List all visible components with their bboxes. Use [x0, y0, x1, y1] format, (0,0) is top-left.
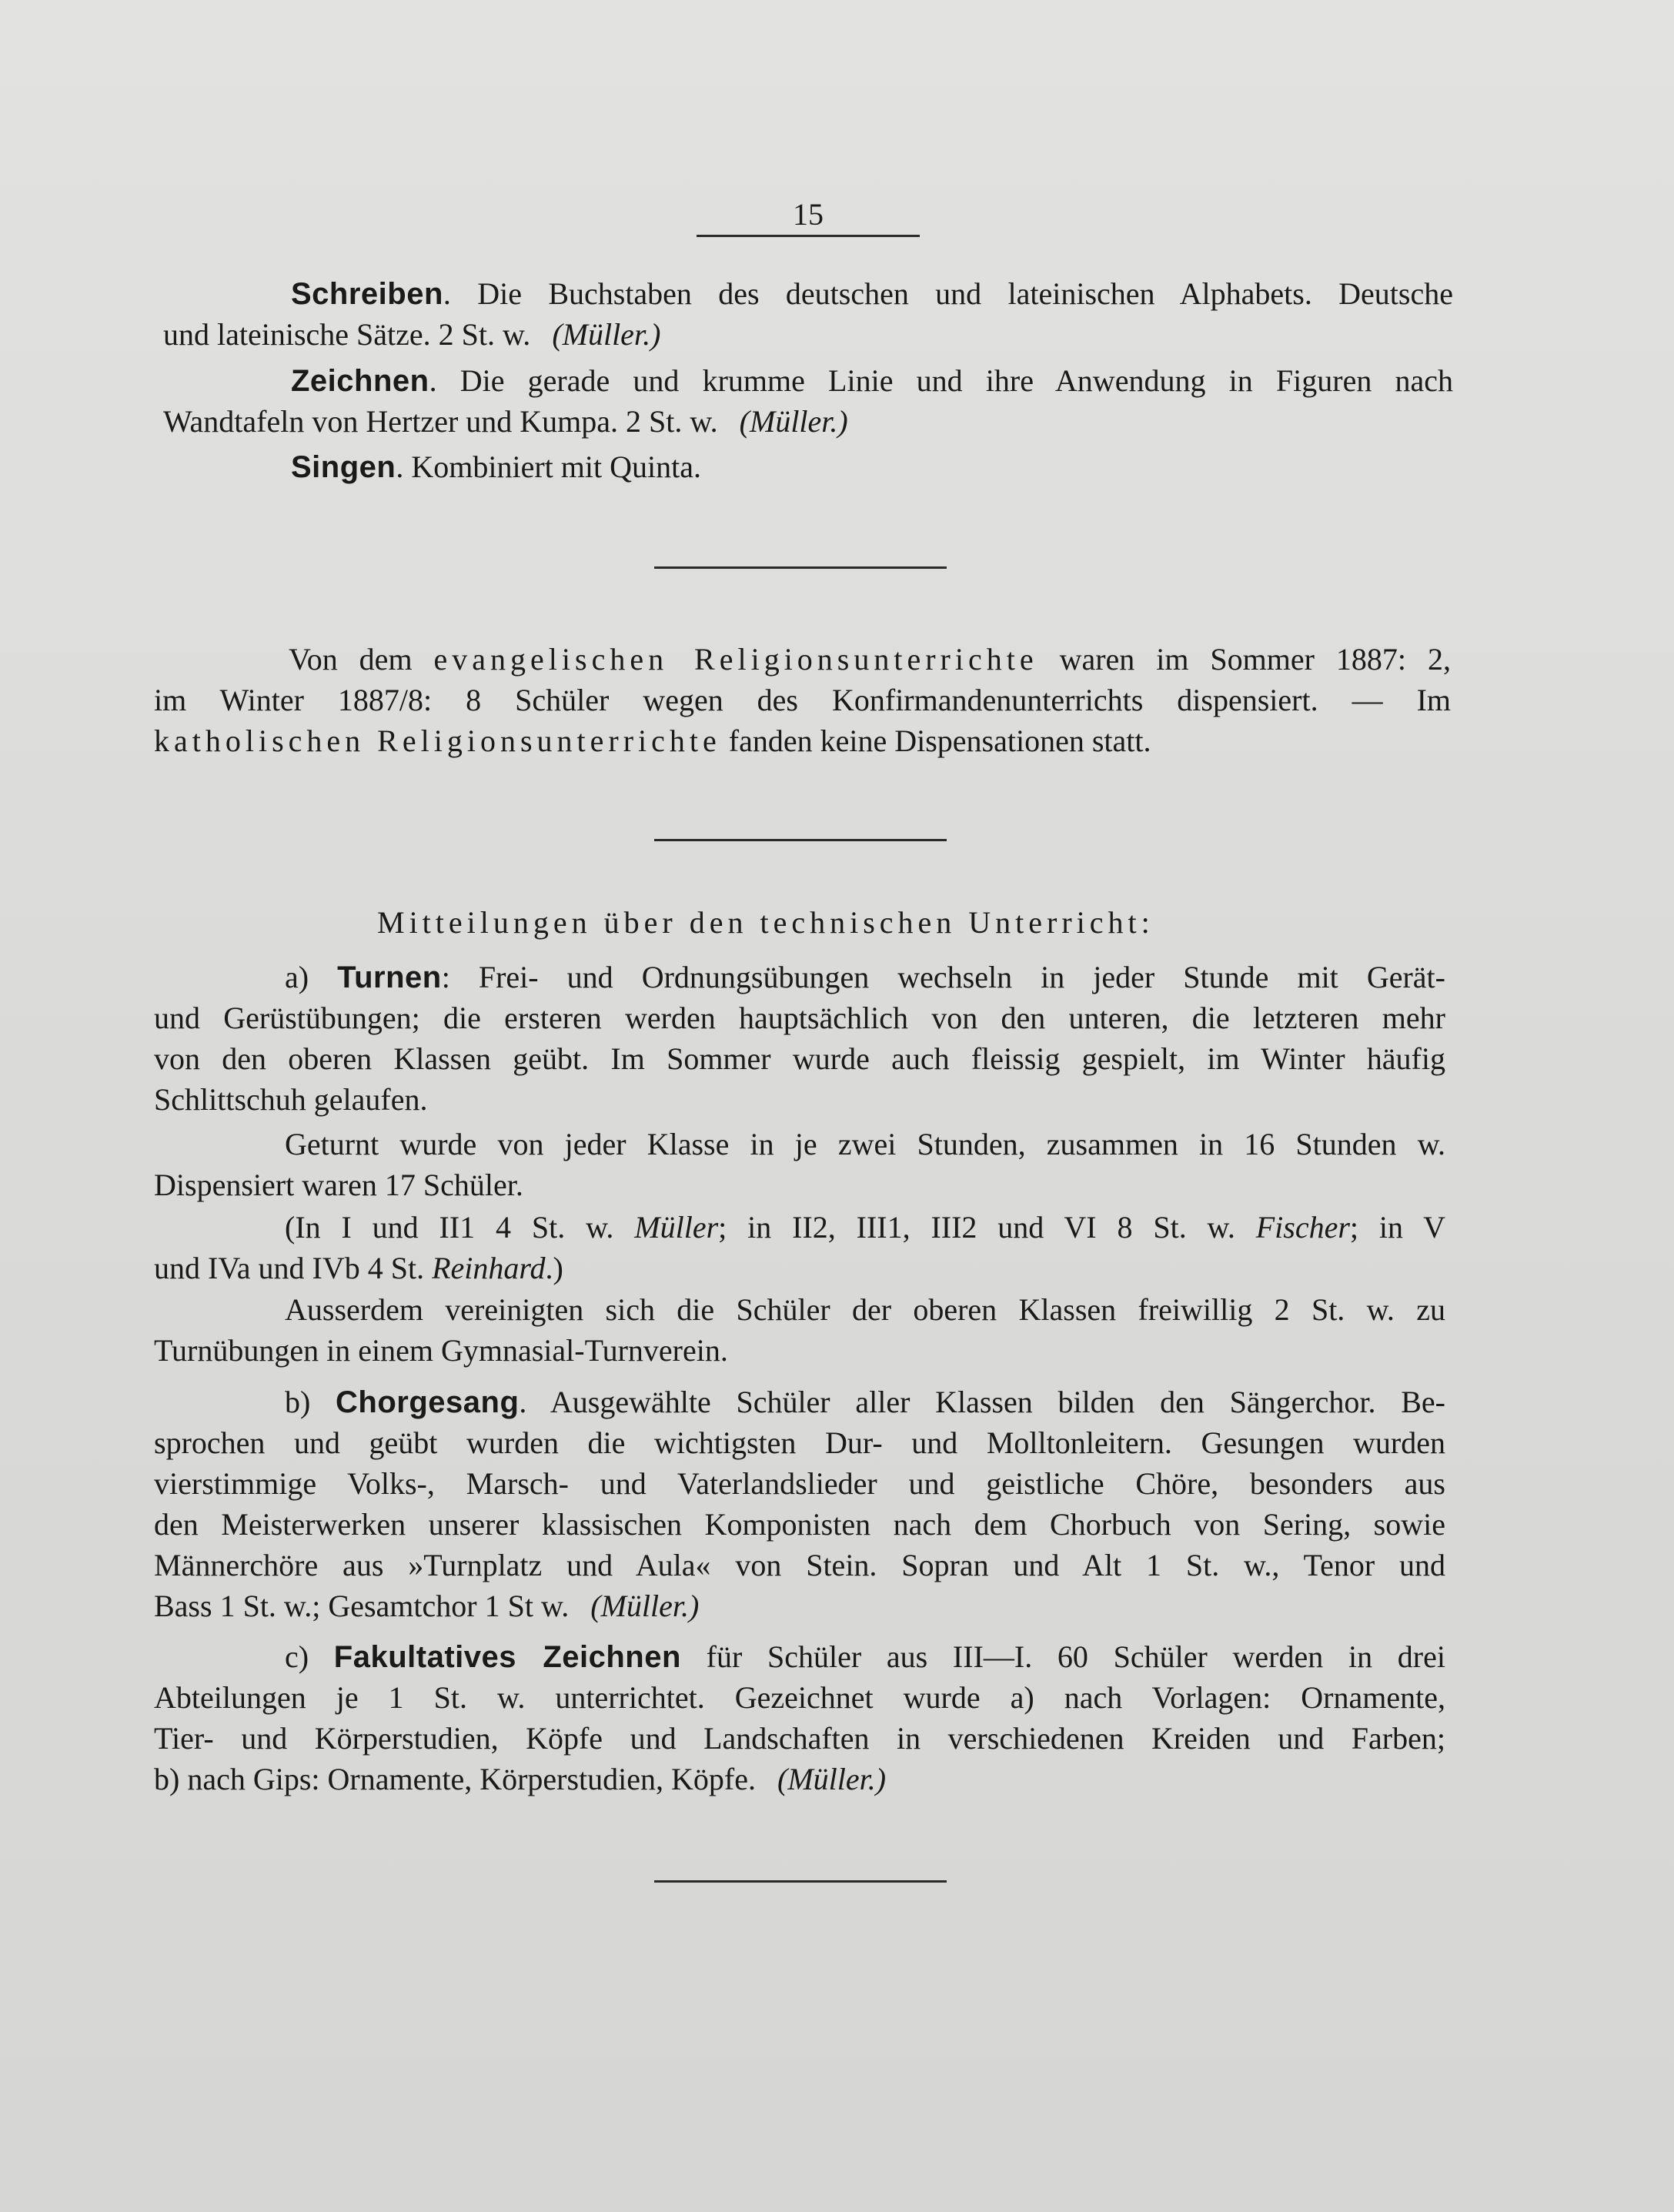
turnen-term: Turnen	[337, 961, 442, 994]
chor-term: Chorgesang	[336, 1385, 520, 1419]
page-number: 15	[793, 197, 824, 232]
singen-term: Singen	[291, 450, 396, 484]
fakult-line-4	[154, 1759, 886, 1799]
singen-text: . Kombiniert mit Quinta.	[396, 449, 701, 484]
turnen-text-4: Schlittschuh gelaufen.	[154, 1082, 428, 1117]
lehrer-text-1a: (In I und II1 4 St. w.	[285, 1210, 614, 1245]
fakult-term: Fakultatives Zeichnen	[333, 1640, 681, 1674]
chor-text-4: den Meisterwerken unserer klassischen Komponisten nach dem Chorbuch von Sering, sowie	[154, 1507, 1445, 1542]
section-rule-1	[654, 566, 947, 569]
fakult-text-3: Tier- und Körperstudien, Köpfe und Landschaften in verschiedenen Kreiden und Farben;	[154, 1721, 1445, 1756]
lehrer-line-1	[285, 1207, 1445, 1248]
section-rule-3	[654, 1880, 947, 1883]
dispens-pre: Von dem	[289, 642, 413, 677]
geturnt-text-2: Dispensiert waren 17 Schüler.	[154, 1168, 523, 1202]
dispens-text-3: fanden keine Dispensationen statt.	[728, 723, 1151, 758]
chor-teacher: (Müller.)	[590, 1589, 700, 1623]
section-heading: Mitteilungen über den technischen Unterricht:	[377, 905, 1154, 940]
fakult-line-2	[154, 1677, 1445, 1718]
turnen-line-1	[285, 957, 1445, 998]
chor-line-2	[154, 1422, 1445, 1463]
lehrer-text-2b: .)	[545, 1251, 563, 1285]
lehrer-teacher-fischer: Fischer	[1255, 1210, 1350, 1245]
lehrer-text-2a: und IVa und IVb 4 St.	[154, 1251, 425, 1285]
dispens-evangelisch: evangelischen Religionsunterrichte	[433, 642, 1038, 677]
schreiben-text-2: und lateinische Sätze. 2 St. w.	[163, 317, 531, 352]
dispens-line-2	[154, 680, 1451, 720]
zeichnen-text-2: Wandtafeln von Hertzer und Kumpa. 2 St. w.	[163, 404, 718, 439]
chor-text-2: sprochen und geübt wurden die wichtigsten Dur- und Molltonleitern. Gesungen wurden	[154, 1425, 1445, 1460]
turnen-line-3	[154, 1038, 1445, 1079]
turnen-text-1: : Frei- und Ordnungsübungen wechseln in jeder Stunde mit Gerät-	[441, 960, 1445, 994]
zeichnen-term: Zeichnen	[291, 364, 429, 398]
section-rule-2	[654, 839, 947, 841]
fakult-line-3	[154, 1718, 1445, 1759]
header-rule	[697, 235, 920, 237]
chor-line-4	[154, 1504, 1445, 1545]
ausserdem-text-2: Turnübungen in einem Gymnasial-Turnverein.	[154, 1333, 728, 1368]
zeichnen-text-1: . Die gerade und krumme Linie und ihre Anwendung in Figuren nach	[429, 363, 1453, 398]
dispens-text-2: im Winter 1887/8: 8 Schüler wegen des Konfirmandenunterrichts dispensiert. — Im	[154, 683, 1451, 717]
turnen-text-2: und Gerüstübungen; die ersteren werden hauptsächlich von den unteren, die letzteren mehr	[154, 1001, 1445, 1035]
schreiben-text-1: . Die Buchstaben des deutschen und lateinischen Alphabets. Deutsche	[443, 276, 1453, 311]
turnen-text-3: von den oberen Klassen geübt. Im Sommer wurde auch fleissig gespielt, im Winter häufig	[154, 1041, 1445, 1076]
chor-text-1: . Ausgewählte Schüler aller Klassen bilden den Sängerchor. Be-	[519, 1385, 1446, 1419]
schreiben-teacher: (Müller.)	[552, 317, 661, 352]
fakult-line-1	[285, 1636, 1445, 1678]
schreiben-line-1	[291, 273, 1453, 315]
lehrer-line-2	[154, 1248, 563, 1288]
zeichnen-line-2	[163, 401, 848, 442]
chor-text-3: vierstimmige Volks-, Marsch- und Vaterlandslieder und geistliche Chöre, besonders aus	[154, 1466, 1445, 1501]
dispens-katholisch: katholischen Religionsunterrichte	[154, 723, 721, 758]
turnen-prefix: a)	[285, 960, 309, 994]
geturnt-text-1: Geturnt wurde von jeder Klasse in je zwei Stunden, zusammen in 16 Stunden w.	[285, 1127, 1445, 1161]
fakult-text-2: Abteilungen je 1 St. w. unterrichtet. Gezeichnet wurde a) nach Vorlagen: Ornamente,	[154, 1680, 1445, 1715]
dispens-line-3	[154, 720, 1151, 761]
fakult-prefix: c)	[285, 1639, 309, 1674]
geturnt-line-2	[154, 1164, 523, 1205]
fakult-text-1: für Schüler aus III—I. 60 Schüler werden in drei	[706, 1639, 1445, 1674]
chor-line-1	[285, 1382, 1445, 1423]
schreiben-line-2	[163, 314, 660, 355]
fakult-teacher: (Müller.)	[777, 1762, 887, 1796]
chor-line-6	[154, 1585, 699, 1626]
lehrer-text-1c: ; in V	[1349, 1210, 1446, 1245]
geturnt-line-1	[285, 1124, 1445, 1164]
turnen-line-4	[154, 1079, 427, 1120]
zeichnen-line-1	[291, 360, 1453, 402]
fakult-text-4: b) nach Gips: Ornamente, Körperstudien, Köpfe.	[154, 1762, 756, 1796]
ausserdem-line-1	[285, 1289, 1445, 1330]
ausserdem-text-1: Ausserdem vereinigten sich die Schüler der oberen Klassen freiwillig 2 St. w. zu	[285, 1292, 1445, 1327]
schreiben-term: Schreiben	[291, 277, 443, 311]
zeichnen-teacher: (Müller.)	[739, 404, 848, 439]
lehrer-teacher-reinhard: Reinhard	[432, 1251, 546, 1285]
singen-line	[291, 446, 701, 488]
lehrer-text-1b: ; in II2, III1, III2 und VI 8 St. w.	[718, 1210, 1235, 1245]
chor-text-5: Männerchöre aus »Turnplatz und Aula« von Stein. Sopran und Alt 1 St. w., Tenor und	[154, 1548, 1445, 1582]
turnen-line-2	[154, 997, 1445, 1038]
chor-prefix: b)	[285, 1385, 311, 1419]
chor-line-5	[154, 1545, 1445, 1585]
chor-text-6: Bass 1 St. w.; Gesamtchor 1 St w.	[154, 1589, 570, 1623]
lehrer-teacher-mueller: Müller	[634, 1210, 719, 1245]
dispens-line-1	[289, 639, 1451, 680]
ausserdem-line-2	[154, 1330, 728, 1371]
chor-line-3	[154, 1463, 1445, 1504]
dispens-post: waren im Sommer 1887: 2,	[1059, 642, 1451, 677]
